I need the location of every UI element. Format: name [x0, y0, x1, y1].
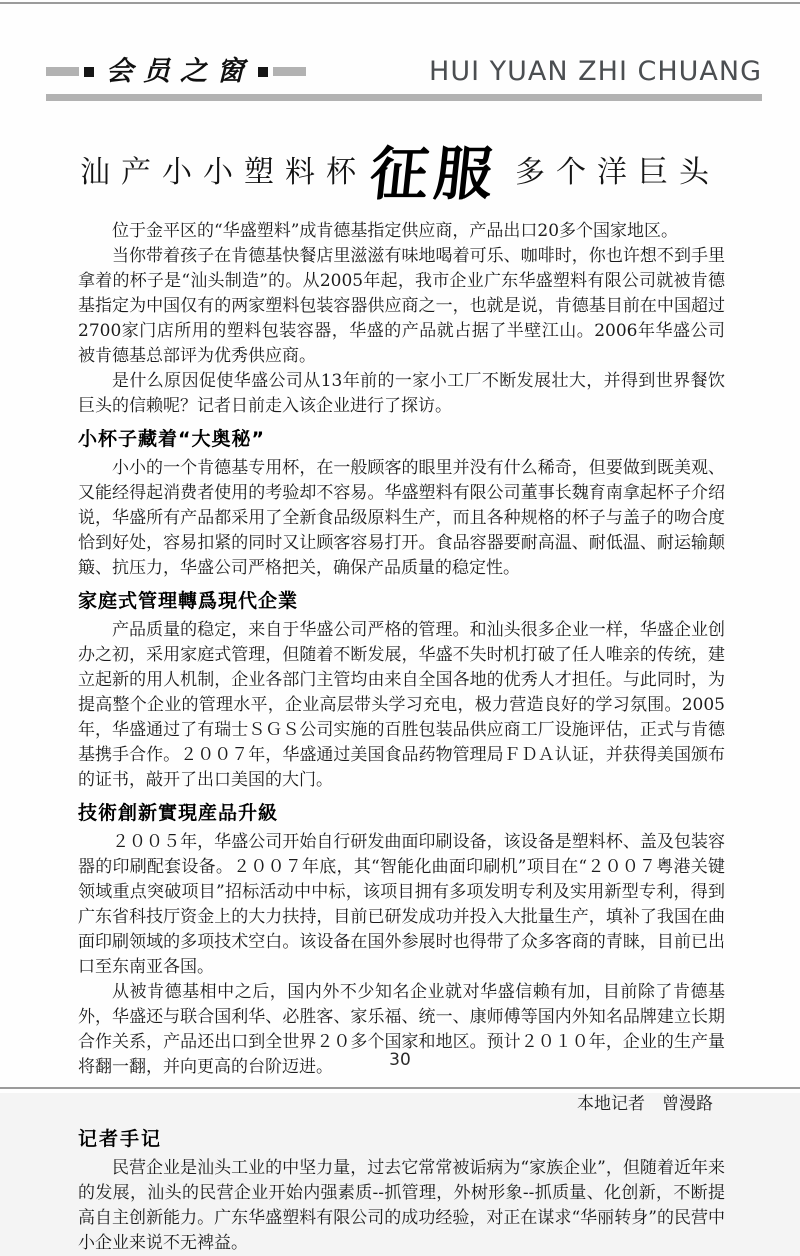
right-square-decoration — [258, 67, 268, 77]
intro-paragraph: 位于金平区的“华盛塑料”成肯德基指定供应商，产品出口20多个国家地区。 — [112, 221, 679, 241]
reporter-notes-paragraph: 民营企业是汕头工业的中坚力量，过去它常常被诟病为“家族企业”，但随着近年来的发展，汕头的民营企业开始内强素质--抓管理，外树形象--抓质量、化创新，不断提高自主创新能力。广东华盛塑料有限公司的成功经验，对正在谋求“华丽转身”的民营中小企业来说不无裨益。 — [78, 1158, 725, 1253]
article-title-pre: 汕产小小塑料杯 — [79, 155, 367, 190]
article-title-emphasis: 征服 — [366, 140, 503, 208]
column-title-chinese: 会员之窗 — [106, 56, 254, 87]
section-paragraph: 产品质量的稳定，来自于华盛公司严格的管理。和汕头很多企业一样，华盛企业创办之初，采用家庭式管理，但随着不断发展，华盛不失时机打破了任人唯亲的传统，建立起新的用人机制，企业各部门主管均由来自全国各地的优秀人才担任。与此同时，为提高整个企业的管理水平，企业高层带头学习充电，极力营造良好的学习氛围。2005年，华盛通过了有瑞士ＳＧＳ公司实施的百胜包装品供应商工厂设施评估，正式与肯德基携手合作。２００７年，华盛通过美国食品药物管理局ＦＤＡ认证，并获得美国颁布的证书，敲开了出口美国的大门。 — [78, 620, 725, 790]
header-row — [46, 58, 762, 85]
left-bar-decoration — [46, 67, 79, 76]
left-square-decoration — [84, 67, 94, 77]
right-bar-decoration — [273, 67, 306, 76]
article-title-post: 多个洋巨头 — [515, 155, 720, 190]
section-paragraph: 从被肯德基相中之后，国内外不少知名企业就对华盛信赖有加，目前除了肯德基外，华盛还与联合国利华、必胜客、家乐福、统一、康师傅等国内外知名品牌建立长期合作关系，产品还出口到全世界２０多个国家和地区。预计２０１０年，企业的生产量将翻一翻，并向更高的台阶迈进。 — [78, 982, 725, 1077]
section-heading-cup-secret: 小杯子藏着“大奥秘” — [78, 428, 265, 450]
page-top-border — [0, 2, 800, 4]
section-paragraph: ２００５年，华盛公司开始自行研发曲面印刷设备，该设备是塑料杯、盖及包装容器的印刷配套设备。２００７年底，其“智能化曲面印刷机”项目在“２００７粤港关键领域重点突破项目”招标活动中中标，该项目拥有多项发明专利及实用新型专利，得到广东省科技厅资金上的大力扶持，目前已研发成功并投入大批量生产，填补了我国在曲面印刷领域的多项技术空白。该设备在国外参展时也得带了众多客商的青睐，目前已出口至东南亚各国。 — [78, 832, 725, 977]
page-header — [0, 0, 800, 101]
column-badge — [46, 58, 306, 85]
column-title-pinyin: HUI YUAN ZHI CHUANG — [429, 56, 762, 87]
intro-paragraph: 是什么原因促使华盛公司从13年前的一家小工厂不断发展壮大，并得到世界餐饮巨头的信赖呢？记者日前走入该企业进行了探访。 — [78, 371, 725, 416]
page-number: 30 — [389, 1050, 411, 1070]
article-body — [78, 219, 725, 1256]
header-rule-bar — [46, 94, 762, 101]
section-heading-management: 家庭式管理轉爲現代企業 — [78, 590, 299, 612]
page-bottom-border — [0, 1087, 800, 1089]
intro-paragraph: 当你带着孩子在肯德基快餐店里滋滋有味地喝着可乐、咖啡时，你也许想不到手里拿着的杯子是“汕头制造”的。从2005年起，我市企业广东华盛塑料有限公司就被肯德基指定为中国仅有的两家塑料包装容器供应商之一，也就是说，肯德基目前在中国超过2700家门店所用的塑料包装容器，华盛的产品就占据了半壁江山。2006年华盛公司被肯德基总部评为优秀供应商。 — [78, 246, 725, 366]
section-paragraph: 小小的一个肯德基专用杯，在一般顾客的眼里并没有什么稀奇，但要做到既美观、又能经得起消费者使用的考验却不容易。华盛塑料有限公司董事长魏育南拿起杯子介绍说，华盛所有产品都采用了全新食品级原料生产，而且各种规格的杯子与盖子的吻合度恰到好处，容易扣紧的同时又让顾客容易打开。食品容器要耐高温、耐低温、耐运输颠簸、抗压力，华盛公司严格把关，确保产品质量的稳定性。 — [78, 458, 725, 578]
section-heading-innovation: 技術創新實現産品升級 — [78, 802, 279, 824]
article-title — [20, 127, 780, 211]
byline: 本地记者 曾漫路 — [577, 1094, 713, 1114]
reporter-notes-heading: 记者手记 — [78, 1128, 163, 1150]
